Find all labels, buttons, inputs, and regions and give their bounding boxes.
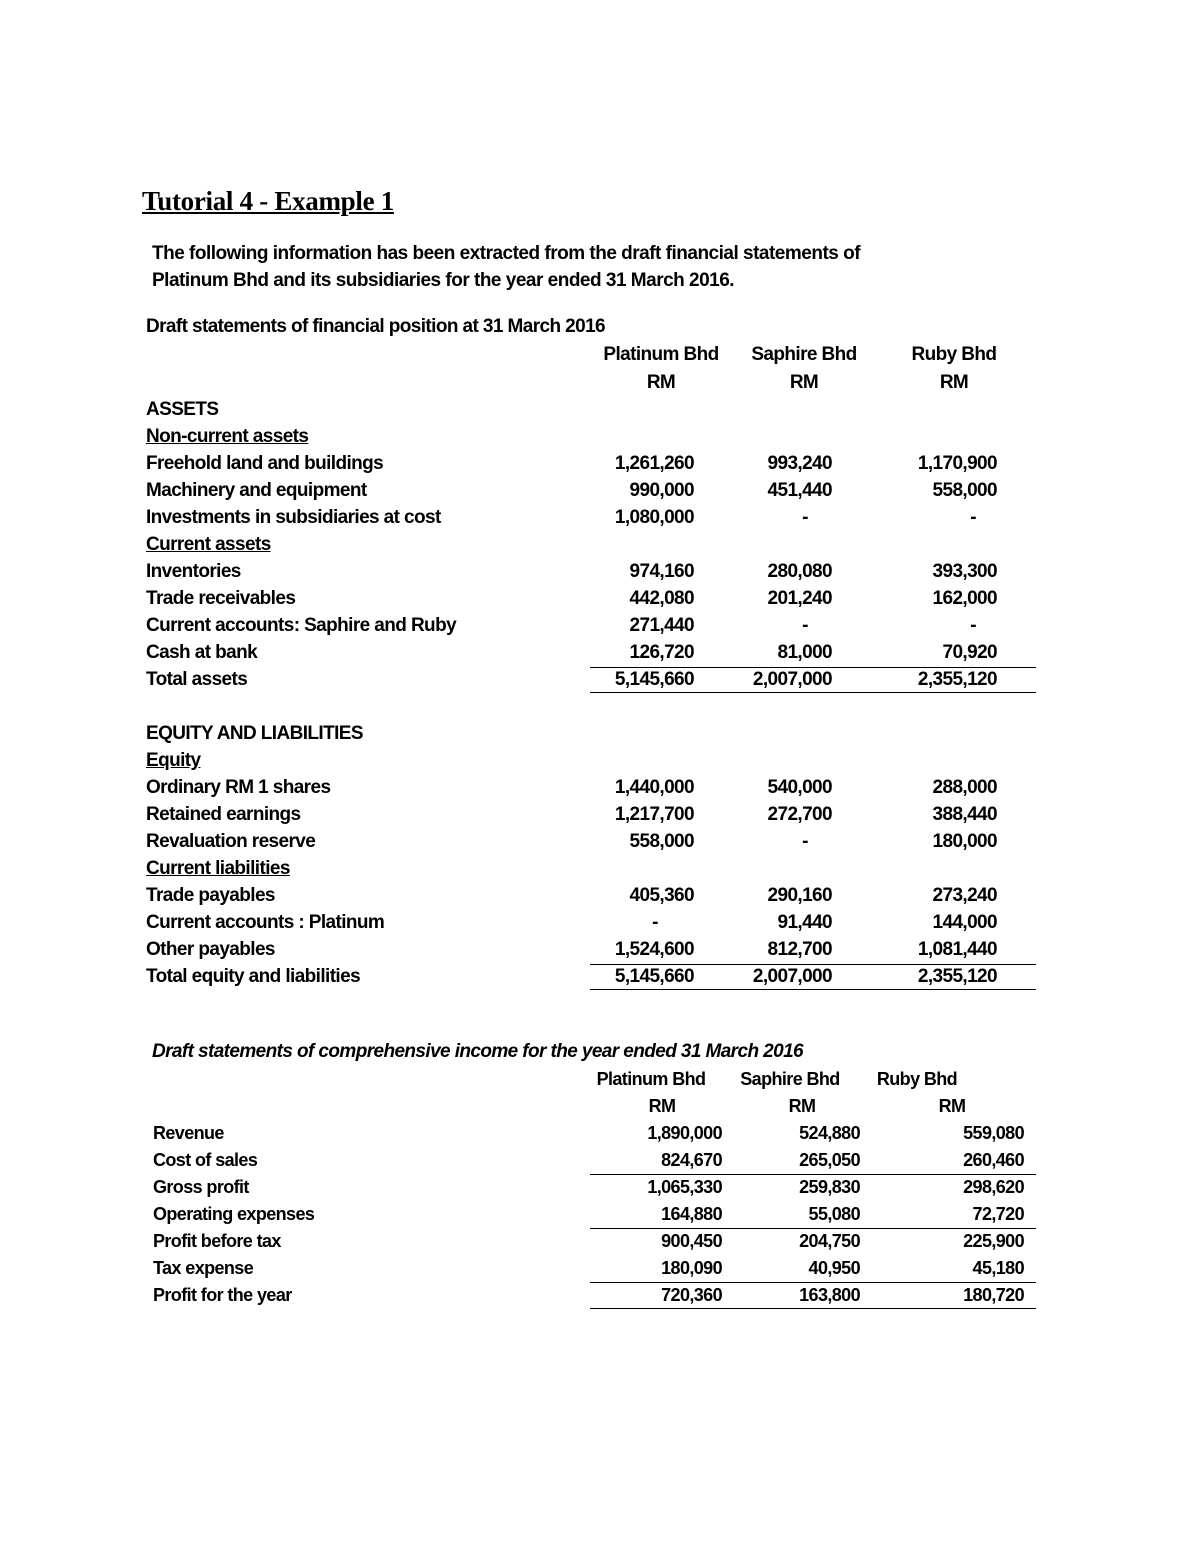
value-ruby: 225,900: [963, 1231, 1024, 1251]
row-label: Profit before tax: [153, 1231, 281, 1251]
value-ruby: -: [970, 615, 976, 636]
value-saphire: 272,700: [767, 804, 832, 825]
value-ruby: 180,000: [932, 831, 997, 852]
value-ruby: 45,180: [972, 1258, 1024, 1278]
section-equity: Equity: [146, 750, 201, 771]
value-platinum: 558,000: [629, 831, 694, 852]
value-platinum: 405,360: [629, 885, 694, 906]
page-title: Tutorial 4 - Example 1: [142, 186, 394, 216]
row-label: Revaluation reserve: [146, 831, 316, 852]
value-platinum: 442,080: [629, 588, 694, 609]
total-rule: [590, 1308, 1036, 1309]
value-platinum: 1,440,000: [614, 777, 694, 798]
row-label: Inventories: [146, 561, 241, 582]
value-saphire: 451,440: [767, 480, 832, 501]
value-platinum: 990,000: [629, 480, 694, 501]
row-label: Trade payables: [146, 885, 275, 906]
total-rule: [590, 989, 1036, 990]
sfp-col-header-saphire: Saphire Bhd: [751, 344, 857, 365]
value-ruby: 1,081,440: [917, 939, 997, 960]
row-label: Other payables: [146, 939, 275, 960]
value-platinum: 5,145,660: [614, 669, 694, 690]
row-label: Revenue: [153, 1123, 224, 1143]
value-saphire: 204,750: [799, 1231, 860, 1251]
row-label: Cost of sales: [153, 1150, 258, 1170]
value-platinum: 5,145,660: [614, 966, 694, 987]
value-ruby: 298,620: [963, 1177, 1024, 1197]
value-platinum: 180,090: [661, 1258, 722, 1278]
value-saphire: 81,000: [777, 642, 832, 663]
sci-currency-ruby: RM: [938, 1096, 966, 1116]
value-saphire: 812,700: [767, 939, 832, 960]
value-platinum: 824,670: [661, 1150, 722, 1170]
value-ruby: 180,720: [963, 1285, 1024, 1305]
sfp-heading: Draft statements of financial position at 31 March 2016: [146, 316, 606, 337]
value-ruby: 2,355,120: [917, 966, 997, 987]
value-saphire: 993,240: [767, 453, 832, 474]
sfp-currency-platinum: RM: [646, 372, 676, 393]
sci-currency-saphire: RM: [788, 1096, 816, 1116]
subtotal-rule: [590, 964, 1036, 965]
subtotal-rule: [590, 1228, 1036, 1229]
intro-line: The following information has been extracted from the draft financial statements of: [152, 243, 861, 264]
value-ruby: 144,000: [932, 912, 997, 933]
value-ruby: 260,460: [963, 1150, 1024, 1170]
value-ruby: 2,355,120: [917, 669, 997, 690]
row-label: Total equity and liabilities: [146, 966, 361, 987]
value-platinum: 974,160: [629, 561, 694, 582]
sfp-col-header-platinum: Platinum Bhd: [603, 344, 719, 365]
subtotal-rule: [590, 1174, 1036, 1175]
row-label: Current accounts : Platinum: [146, 912, 385, 933]
row-label: Gross profit: [153, 1177, 249, 1197]
sci-col-header-saphire: Saphire Bhd: [740, 1069, 840, 1089]
value-ruby: 70,920: [942, 642, 997, 663]
subtotal-rule: [590, 667, 1036, 668]
value-saphire: 259,830: [799, 1177, 860, 1197]
value-ruby: 288,000: [932, 777, 997, 798]
value-saphire: 2,007,000: [752, 966, 832, 987]
row-label: Total assets: [146, 669, 248, 690]
value-saphire: 55,080: [808, 1204, 860, 1224]
value-ruby: 72,720: [972, 1204, 1024, 1224]
row-label: Profit for the year: [153, 1285, 292, 1305]
sci-currency-platinum: RM: [648, 1096, 676, 1116]
value-saphire: 91,440: [777, 912, 832, 933]
row-label: Tax expense: [153, 1258, 254, 1278]
value-saphire: 540,000: [767, 777, 832, 798]
section-current-assets: Current assets: [146, 534, 271, 555]
row-label: Cash at bank: [146, 642, 258, 663]
value-ruby: 558,000: [932, 480, 997, 501]
value-platinum: -: [652, 912, 658, 933]
value-saphire: 265,050: [799, 1150, 860, 1170]
value-saphire: 280,080: [767, 561, 832, 582]
subtotal-rule: [590, 1282, 1036, 1283]
value-platinum: 1,065,330: [647, 1177, 722, 1197]
value-saphire: 40,950: [808, 1258, 860, 1278]
value-platinum: 126,720: [629, 642, 694, 663]
sci-col-header-platinum: Platinum Bhd: [596, 1069, 706, 1089]
value-saphire: 201,240: [767, 588, 832, 609]
value-platinum: 1,261,260: [614, 453, 694, 474]
sci-heading: Draft statements of comprehensive income for the year ended 31 March 2016: [152, 1041, 803, 1062]
value-platinum: 1,890,000: [647, 1123, 722, 1143]
value-ruby: 559,080: [963, 1123, 1024, 1143]
value-platinum: 164,880: [661, 1204, 722, 1224]
value-ruby: 162,000: [932, 588, 997, 609]
value-ruby: 1,170,900: [917, 453, 997, 474]
value-platinum: 1,524,600: [614, 939, 694, 960]
value-saphire: 2,007,000: [752, 669, 832, 690]
intro-paragraph: [152, 240, 992, 294]
row-label: Operating expenses: [153, 1204, 315, 1224]
section-equity-liabilities: EQUITY AND LIABILITIES: [146, 723, 363, 744]
section-non-current-assets: Non-current assets: [146, 426, 309, 447]
value-ruby: -: [970, 507, 976, 528]
value-saphire: -: [802, 507, 808, 528]
value-platinum: 271,440: [629, 615, 694, 636]
sfp-currency-ruby: RM: [939, 372, 969, 393]
sfp-currency-saphire: RM: [789, 372, 819, 393]
value-platinum: 1,217,700: [614, 804, 694, 825]
total-rule: [590, 692, 1036, 693]
value-saphire: -: [802, 831, 808, 852]
value-platinum: 900,450: [661, 1231, 722, 1251]
value-saphire: 524,880: [799, 1123, 860, 1143]
intro-line: Platinum Bhd and its subsidiaries for the year ended 31 March 2016.: [152, 270, 735, 291]
row-label: Retained earnings: [146, 804, 301, 825]
row-label: Investments in subsidiaries at cost: [146, 507, 441, 528]
value-ruby: 273,240: [932, 885, 997, 906]
row-label: Ordinary RM 1 shares: [146, 777, 331, 798]
row-label: Current accounts: Saphire and Ruby: [146, 615, 457, 636]
row-label: Trade receivables: [146, 588, 296, 609]
row-label: Freehold land and buildings: [146, 453, 384, 474]
value-saphire: 290,160: [767, 885, 832, 906]
value-saphire: -: [802, 615, 808, 636]
value-saphire: 163,800: [799, 1285, 860, 1305]
row-label: Machinery and equipment: [146, 480, 367, 501]
section-assets: ASSETS: [146, 399, 219, 420]
value-platinum: 1,080,000: [614, 507, 694, 528]
section-current-liabilities: Current liabilities: [146, 858, 290, 879]
value-ruby: 393,300: [932, 561, 997, 582]
sci-col-header-ruby: Ruby Bhd: [876, 1069, 958, 1089]
value-ruby: 388,440: [932, 804, 997, 825]
sfp-col-header-ruby: Ruby Bhd: [911, 344, 997, 365]
value-platinum: 720,360: [661, 1285, 722, 1305]
